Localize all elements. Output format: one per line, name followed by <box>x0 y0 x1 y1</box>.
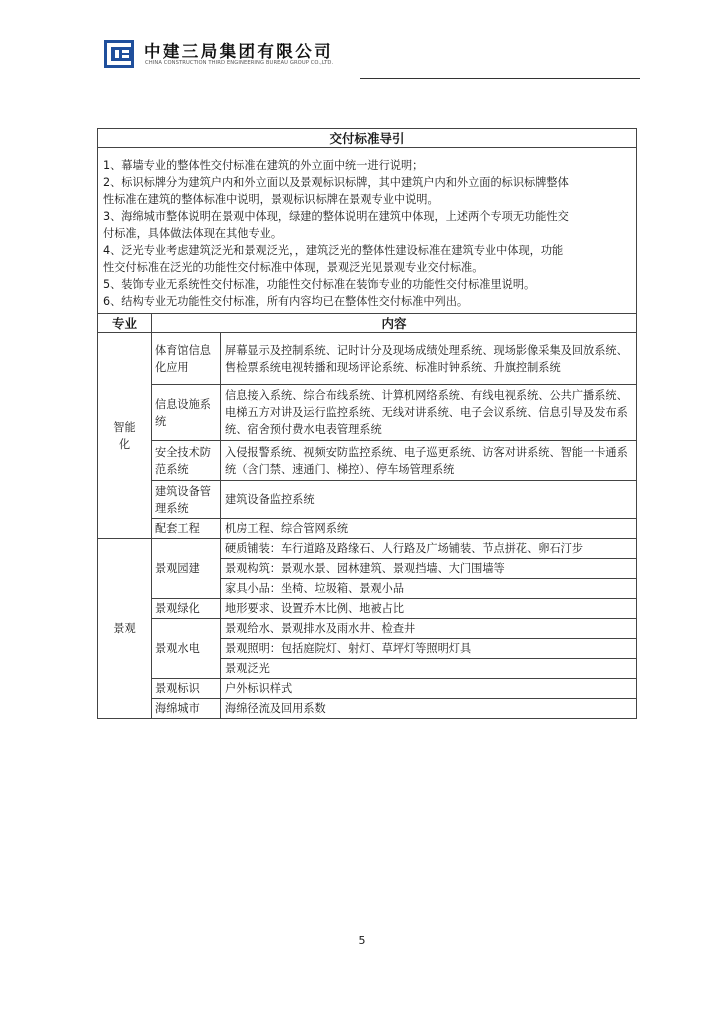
intro-line: 性标准在建筑的整体标准中说明，景观标识标牌在景观专业中说明。 <box>103 193 439 206</box>
table-title: 交付标准导引 <box>98 129 637 148</box>
column-header-major: 专业 <box>98 314 152 333</box>
intro-line: 性交付标准在泛光的功能性交付标准中体现，景观泛光见景观专业交付标准。 <box>103 261 484 274</box>
content-cell: 信息接入系统、综合布线系统、计算机网络系统、有线电视系统、公共广播系统、电梯五方对讲及运行监控系统、无线对讲系统、电子会议系统、信息引导及发布系统、宿舍预付费水电表管理系统 <box>221 385 637 441</box>
table-row <box>98 481 637 519</box>
company-name-cn: 中建三局集团有限公司 <box>144 42 333 61</box>
subcategory-cell: 信息设施系统 <box>152 385 221 441</box>
category-smart: 智能化 <box>98 333 152 539</box>
content-cell: 海绵径流及回用系数 <box>221 699 637 719</box>
category-landscape: 景观 <box>98 539 152 719</box>
content-cell: 建筑设备监控系统 <box>221 481 637 519</box>
column-header-content: 内容 <box>152 314 637 333</box>
subcategory-cell: 建筑设备管理系统 <box>152 481 221 519</box>
subcategory-cell: 景观标识 <box>152 679 221 699</box>
intro-notes <box>98 148 637 314</box>
table-row <box>98 539 637 559</box>
table-row <box>98 679 637 699</box>
table-row <box>98 699 637 719</box>
cscec-logo-icon <box>104 40 134 68</box>
content-cell: 景观构筑：景观水景、园林建筑、景观挡墙、大门围墙等 <box>221 559 637 579</box>
header-divider <box>360 78 640 79</box>
content-cell: 户外标识样式 <box>221 679 637 699</box>
intro-line: 1、幕墙专业的整体性交付标准在建筑的外立面中统一进行说明； <box>103 159 424 172</box>
table-row <box>98 619 637 639</box>
content-cell: 入侵报警系统、视频安防监控系统、电子巡更系统、访客对讲系统、智能一卡通系统（含门禁、速通门、梯控）、停车场管理系统 <box>221 441 637 481</box>
subcategory-cell: 景观绿化 <box>152 599 221 619</box>
content-cell: 机房工程、综合管网系统 <box>221 519 637 539</box>
intro-line: 5、装饰专业无系统性交付标准，功能性交付标准在装饰专业的功能性交付标准里说明。 <box>103 278 536 291</box>
content-cell: 景观照明：包括庭院灯、射灯、草坪灯等照明灯具 <box>221 639 637 659</box>
table-row <box>98 519 637 539</box>
intro-line: 6、结构专业无功能性交付标准，所有内容均已在整体性交付标准中列出。 <box>103 295 469 308</box>
intro-line: 3、海绵城市整体说明在景观中体现，绿建的整体说明在建筑中体现，上述两个专项无功能性交 <box>103 210 569 223</box>
subcategory-cell: 景观水电 <box>152 619 221 679</box>
table-row <box>98 333 637 385</box>
subcategory-cell: 安全技术防范系统 <box>152 441 221 481</box>
subcategory-cell: 配套工程 <box>152 519 221 539</box>
subcategory-cell: 海绵城市 <box>152 699 221 719</box>
subcategory-cell: 体育馆信息化应用 <box>152 333 221 385</box>
table-row <box>98 441 637 481</box>
content-cell: 屏幕显示及控制系统、记时计分及现场成绩处理系统、现场影像采集及回放系统、售检票系统电视转播和现场评论系统、标准时钟系统、升旗控制系统 <box>221 333 637 385</box>
table-row <box>98 599 637 619</box>
content-cell: 景观泛光 <box>221 659 637 679</box>
intro-line: 4、泛光专业考虑建筑泛光和景观泛光，，建筑泛光的整体性建设标准在建筑专业中体现，功能 <box>103 244 564 257</box>
content-cell: 家具小品：坐椅、垃圾箱、景观小品 <box>221 579 637 599</box>
content-cell: 景观给水、景观排水及雨水井、检查井 <box>221 619 637 639</box>
intro-line: 付标准，具体做法体现在其他专业。 <box>103 227 283 240</box>
content-cell: 硬质铺装：车行道路及路缘石、人行路及广场铺装、节点拼花、卵石汀步 <box>221 539 637 559</box>
table-row <box>98 385 637 441</box>
company-name-en: CHINA CONSTRUCTION THIRD ENGINEERING BUREAU GROUP CO.,LTD. <box>145 60 334 66</box>
page-header <box>104 36 644 82</box>
subcategory-cell: 景观园建 <box>152 539 221 599</box>
intro-line: 2、标识标牌分为建筑户内和外立面以及景观标识标牌，其中建筑户内和外立面的标识标牌整体 <box>103 176 569 189</box>
page-number: 5 <box>358 934 366 947</box>
delivery-standard-table <box>97 128 637 719</box>
content-cell: 地形要求、设置乔木比例、地被占比 <box>221 599 637 619</box>
